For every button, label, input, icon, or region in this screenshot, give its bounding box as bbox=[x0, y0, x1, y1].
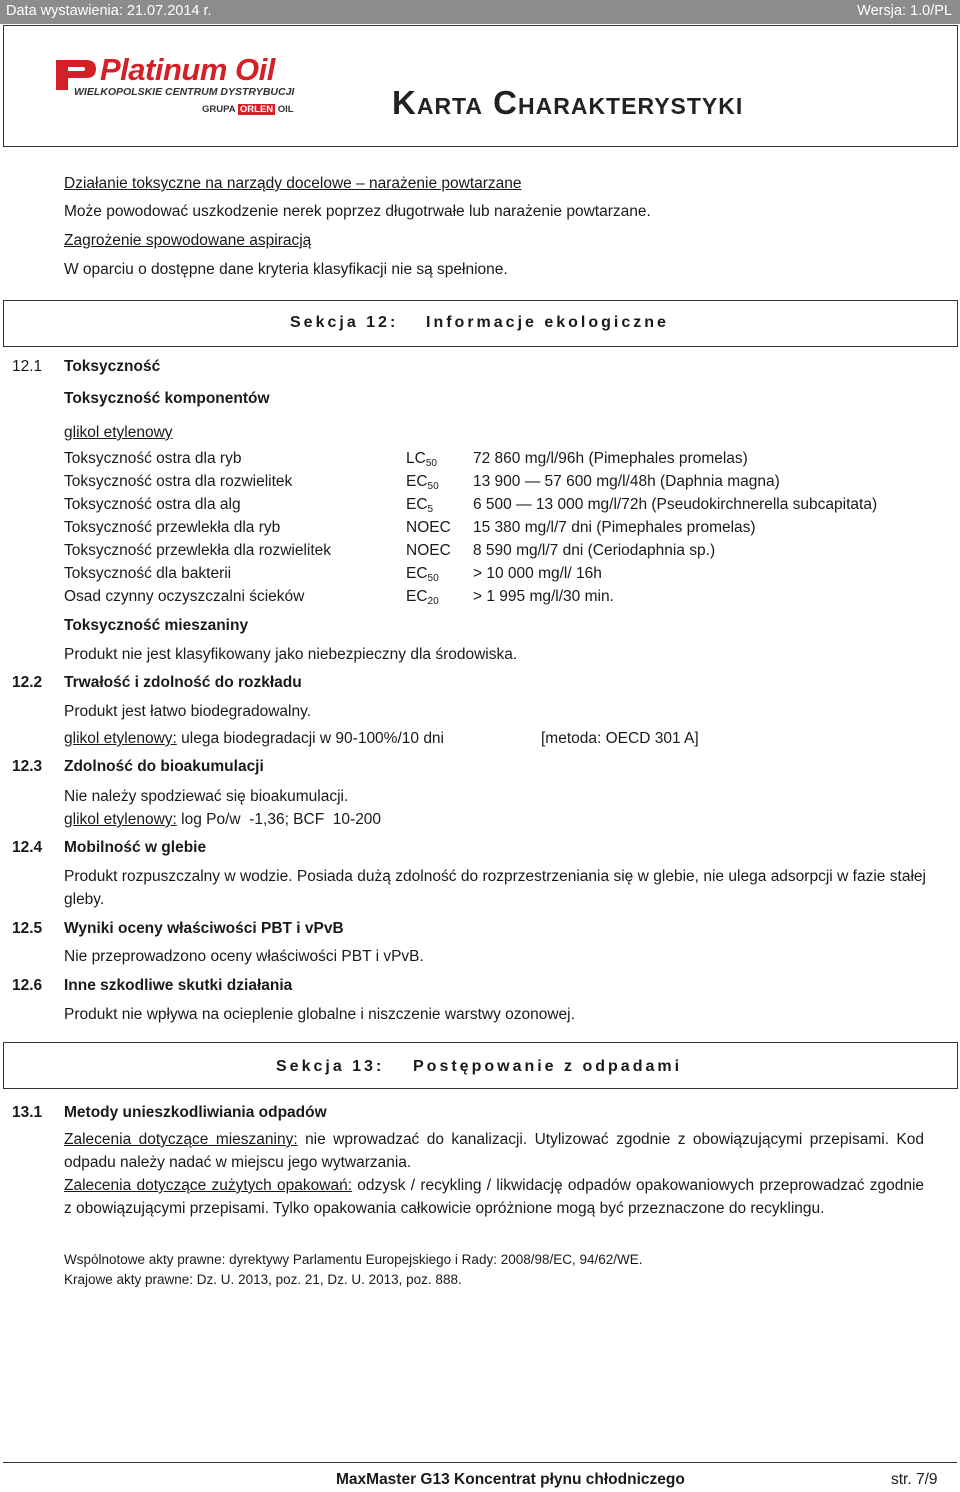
header-bar bbox=[0, 0, 960, 24]
subsection-13-1-title: Metody unieszkodliwiania odpadów bbox=[64, 1104, 327, 1121]
subsection-13-1-number: 13.1 bbox=[12, 1104, 43, 1121]
subsection-12-6-number: 12.6 bbox=[12, 977, 43, 994]
substance-label: glikol etylenowy: bbox=[64, 811, 177, 828]
toxicity-value: > 1 995 mg/l/30 min. bbox=[473, 588, 614, 605]
packaging-disposal-paragraph bbox=[64, 1175, 924, 1220]
toxicity-value: 8 590 mg/l/7 dni (Ceriodaphnia sp.) bbox=[473, 542, 716, 559]
subsection-12-6-title: Inne szkodliwe skutki działania bbox=[64, 977, 293, 994]
biodegradation-value: ulega biodegradacji w 90-100%/10 dni bbox=[181, 730, 444, 747]
packaging-disposal-label: Zalecenia dotyczące zużytych opakowań: bbox=[64, 1177, 353, 1194]
eu-legislation: Wspólnotowe akty prawne: dyrektywy Parlamentu Europejskiego i Rady: 2008/98/EC, 94/62/WE. bbox=[64, 1252, 643, 1267]
components-toxicity-title: Toksyczność komponentów bbox=[64, 390, 270, 407]
subsection-12-2-text: Produkt jest łatwo biodegradowalny. bbox=[64, 703, 311, 720]
version: Wersja: 1.0/PL bbox=[857, 3, 952, 19]
toxicity-endpoint: Toksyczność ostra dla rozwielitek bbox=[64, 473, 293, 490]
toxicity-endpoint: Toksyczność przewlekła dla ryb bbox=[64, 519, 281, 536]
toxicity-value: 15 380 mg/l/7 dni (Pimephales promelas) bbox=[473, 519, 756, 536]
toxicity-endpoint: Osad czynny oczyszczalni ścieków bbox=[64, 588, 305, 605]
toxicity-value: > 10 000 mg/l/ 16h bbox=[473, 565, 602, 582]
mixture-disposal-paragraph bbox=[64, 1129, 924, 1174]
subsection-12-4-title: Mobilność w glebie bbox=[64, 839, 207, 856]
subsection-12-1-number: 12.1 bbox=[12, 358, 43, 375]
document-title: Karta Charakterystyki bbox=[392, 84, 744, 121]
toxicity-value: 6 500 — 13 000 mg/l/72h (Pseudokirchnerella subcapitata) bbox=[473, 496, 878, 513]
toxicity-parameter: $EC_{50}$ bbox=[406, 565, 439, 584]
subsection-12-3-number: 12.3 bbox=[12, 758, 43, 775]
subsection-12-4-number: 12.4 bbox=[12, 839, 43, 856]
subsection-12-4-text: Produkt rozpuszczalny w wodzie. Posiada dużą zdolność do rozprzestrzeniania się w glebie, nie ulega adsorpcji w fazie stałej gleby. bbox=[64, 868, 926, 908]
subsection-12-1-title: Toksyczność bbox=[64, 358, 161, 375]
subsection-12-2-number: 12.2 bbox=[12, 674, 43, 691]
substance-label: glikol etylenowy: bbox=[64, 730, 177, 747]
subsection-12-2-title: Trwałość i zdolność do rozkładu bbox=[64, 674, 302, 691]
section-13-title: Postępowanie z odpadami bbox=[413, 1058, 683, 1075]
footer-divider bbox=[3, 1462, 957, 1463]
section-12-label: Sekcja 12: bbox=[290, 314, 399, 331]
section-12-header bbox=[3, 300, 958, 347]
biodegradation-line bbox=[64, 729, 444, 749]
subsection-12-5-text: Nie przeprowadzono oceny właściwości PBT i vPvB. bbox=[64, 948, 424, 965]
title-block bbox=[3, 25, 958, 147]
mixture-disposal-text: nie wprowadzać do kanalizacji. Utylizować zgodnie z obowiązującymi przepisami. Kod odpadu należy nadać w miejscu jego wytwarzania. bbox=[64, 1131, 924, 1171]
bioaccumulation-line bbox=[64, 810, 381, 830]
subsection-12-3-title: Zdolność do bioakumulacji bbox=[64, 758, 264, 775]
footer-product-name: MaxMaster G13 Koncentrat płynu chłodniczego bbox=[336, 1471, 685, 1488]
biodegradation-method: [metoda: OECD 301 A] bbox=[541, 730, 699, 747]
intro-heading-aspiration: Zagrożenie spowodowane aspiracją bbox=[64, 232, 312, 249]
subsection-12-3-text: Nie należy spodziewać się bioakumulacji. bbox=[64, 788, 349, 805]
toxicity-parameter: NOEC bbox=[406, 519, 451, 536]
page-number: str. 7/9 bbox=[891, 1471, 938, 1488]
toxicity-parameter: NOEC bbox=[406, 542, 451, 559]
group-logo bbox=[202, 104, 294, 115]
mixture-disposal-label: Zalecenia dotyczące mieszaniny: bbox=[64, 1131, 298, 1148]
intro-text-stot: Może powodować uszkodzenie nerek poprzez długotrwałe lub narażenie powtarzane. bbox=[64, 203, 651, 220]
brand-tagline: WIELKOPOLSKIE CENTRUM DYSTRYBUCJI bbox=[74, 86, 295, 98]
section-12-title: Informacje ekologiczne bbox=[426, 314, 669, 331]
oil-label: OIL bbox=[277, 104, 294, 115]
subsection-12-5-title: Wyniki oceny właściwości PBT i vPvB bbox=[64, 920, 344, 937]
bioaccumulation-value: log Po/w -1,36; BCF 10-200 bbox=[181, 811, 382, 828]
group-label: GRUPA bbox=[202, 104, 236, 115]
substance-name: glikol etylenowy bbox=[64, 424, 173, 441]
issue-date: Data wystawienia: 21.07.2014 r. bbox=[6, 3, 212, 19]
toxicity-endpoint: Toksyczność dla bakterii bbox=[64, 565, 232, 582]
toxicity-parameter: $LC_{50}$ bbox=[406, 450, 437, 469]
toxicity-parameter: $EC_{20}$ bbox=[406, 588, 439, 607]
mixture-toxicity-title: Toksyczność mieszaniny bbox=[64, 617, 249, 634]
toxicity-parameter: $EC_5$ bbox=[406, 496, 434, 515]
toxicity-value: 13 900 — 57 600 mg/l/48h (Daphnia magna) bbox=[473, 473, 780, 490]
toxicity-endpoint: Toksyczność przewlekła dla rozwielitek bbox=[64, 542, 332, 559]
toxicity-parameter: $EC_{50}$ bbox=[406, 473, 439, 492]
subsection-12-6-text: Produkt nie wpływa na ocieplenie globalne i niszczenie warstwy ozonowej. bbox=[64, 1006, 575, 1023]
intro-heading-stot: Działanie toksyczne na narządy docelowe – narażenie powtarzane bbox=[64, 175, 522, 192]
national-legislation: Krajowe akty prawne: Dz. U. 2013, poz. 21, Dz. U. 2013, poz. 888. bbox=[64, 1272, 462, 1287]
section-13-header bbox=[3, 1042, 958, 1089]
orlen-label: ORLEN bbox=[239, 104, 274, 115]
toxicity-value: 72 860 mg/l/96h (Pimephales promelas) bbox=[473, 450, 748, 467]
toxicity-endpoint: Toksyczność ostra dla alg bbox=[64, 496, 241, 513]
subsection-12-5-number: 12.5 bbox=[12, 920, 43, 937]
packaging-disposal-text: odzysk / recykling / likwidację odpadów opakowaniowych przeprowadzać zgodnie z obowiązującymi przepisami. Tylko opakowania całkowicie opróżnione mogą być przeznaczone do recyklingu. bbox=[64, 1177, 925, 1217]
section-13-label: Sekcja 13: bbox=[276, 1058, 385, 1075]
brand-name: Platinum Oil bbox=[100, 52, 275, 87]
toxicity-endpoint: Toksyczność ostra dla ryb bbox=[64, 450, 242, 467]
mixture-toxicity-text: Produkt nie jest klasyfikowany jako niebezpieczny dla środowiska. bbox=[64, 646, 518, 663]
intro-text-aspiration: W oparciu o dostępne dane kryteria klasyfikacji nie są spełnione. bbox=[64, 261, 508, 278]
